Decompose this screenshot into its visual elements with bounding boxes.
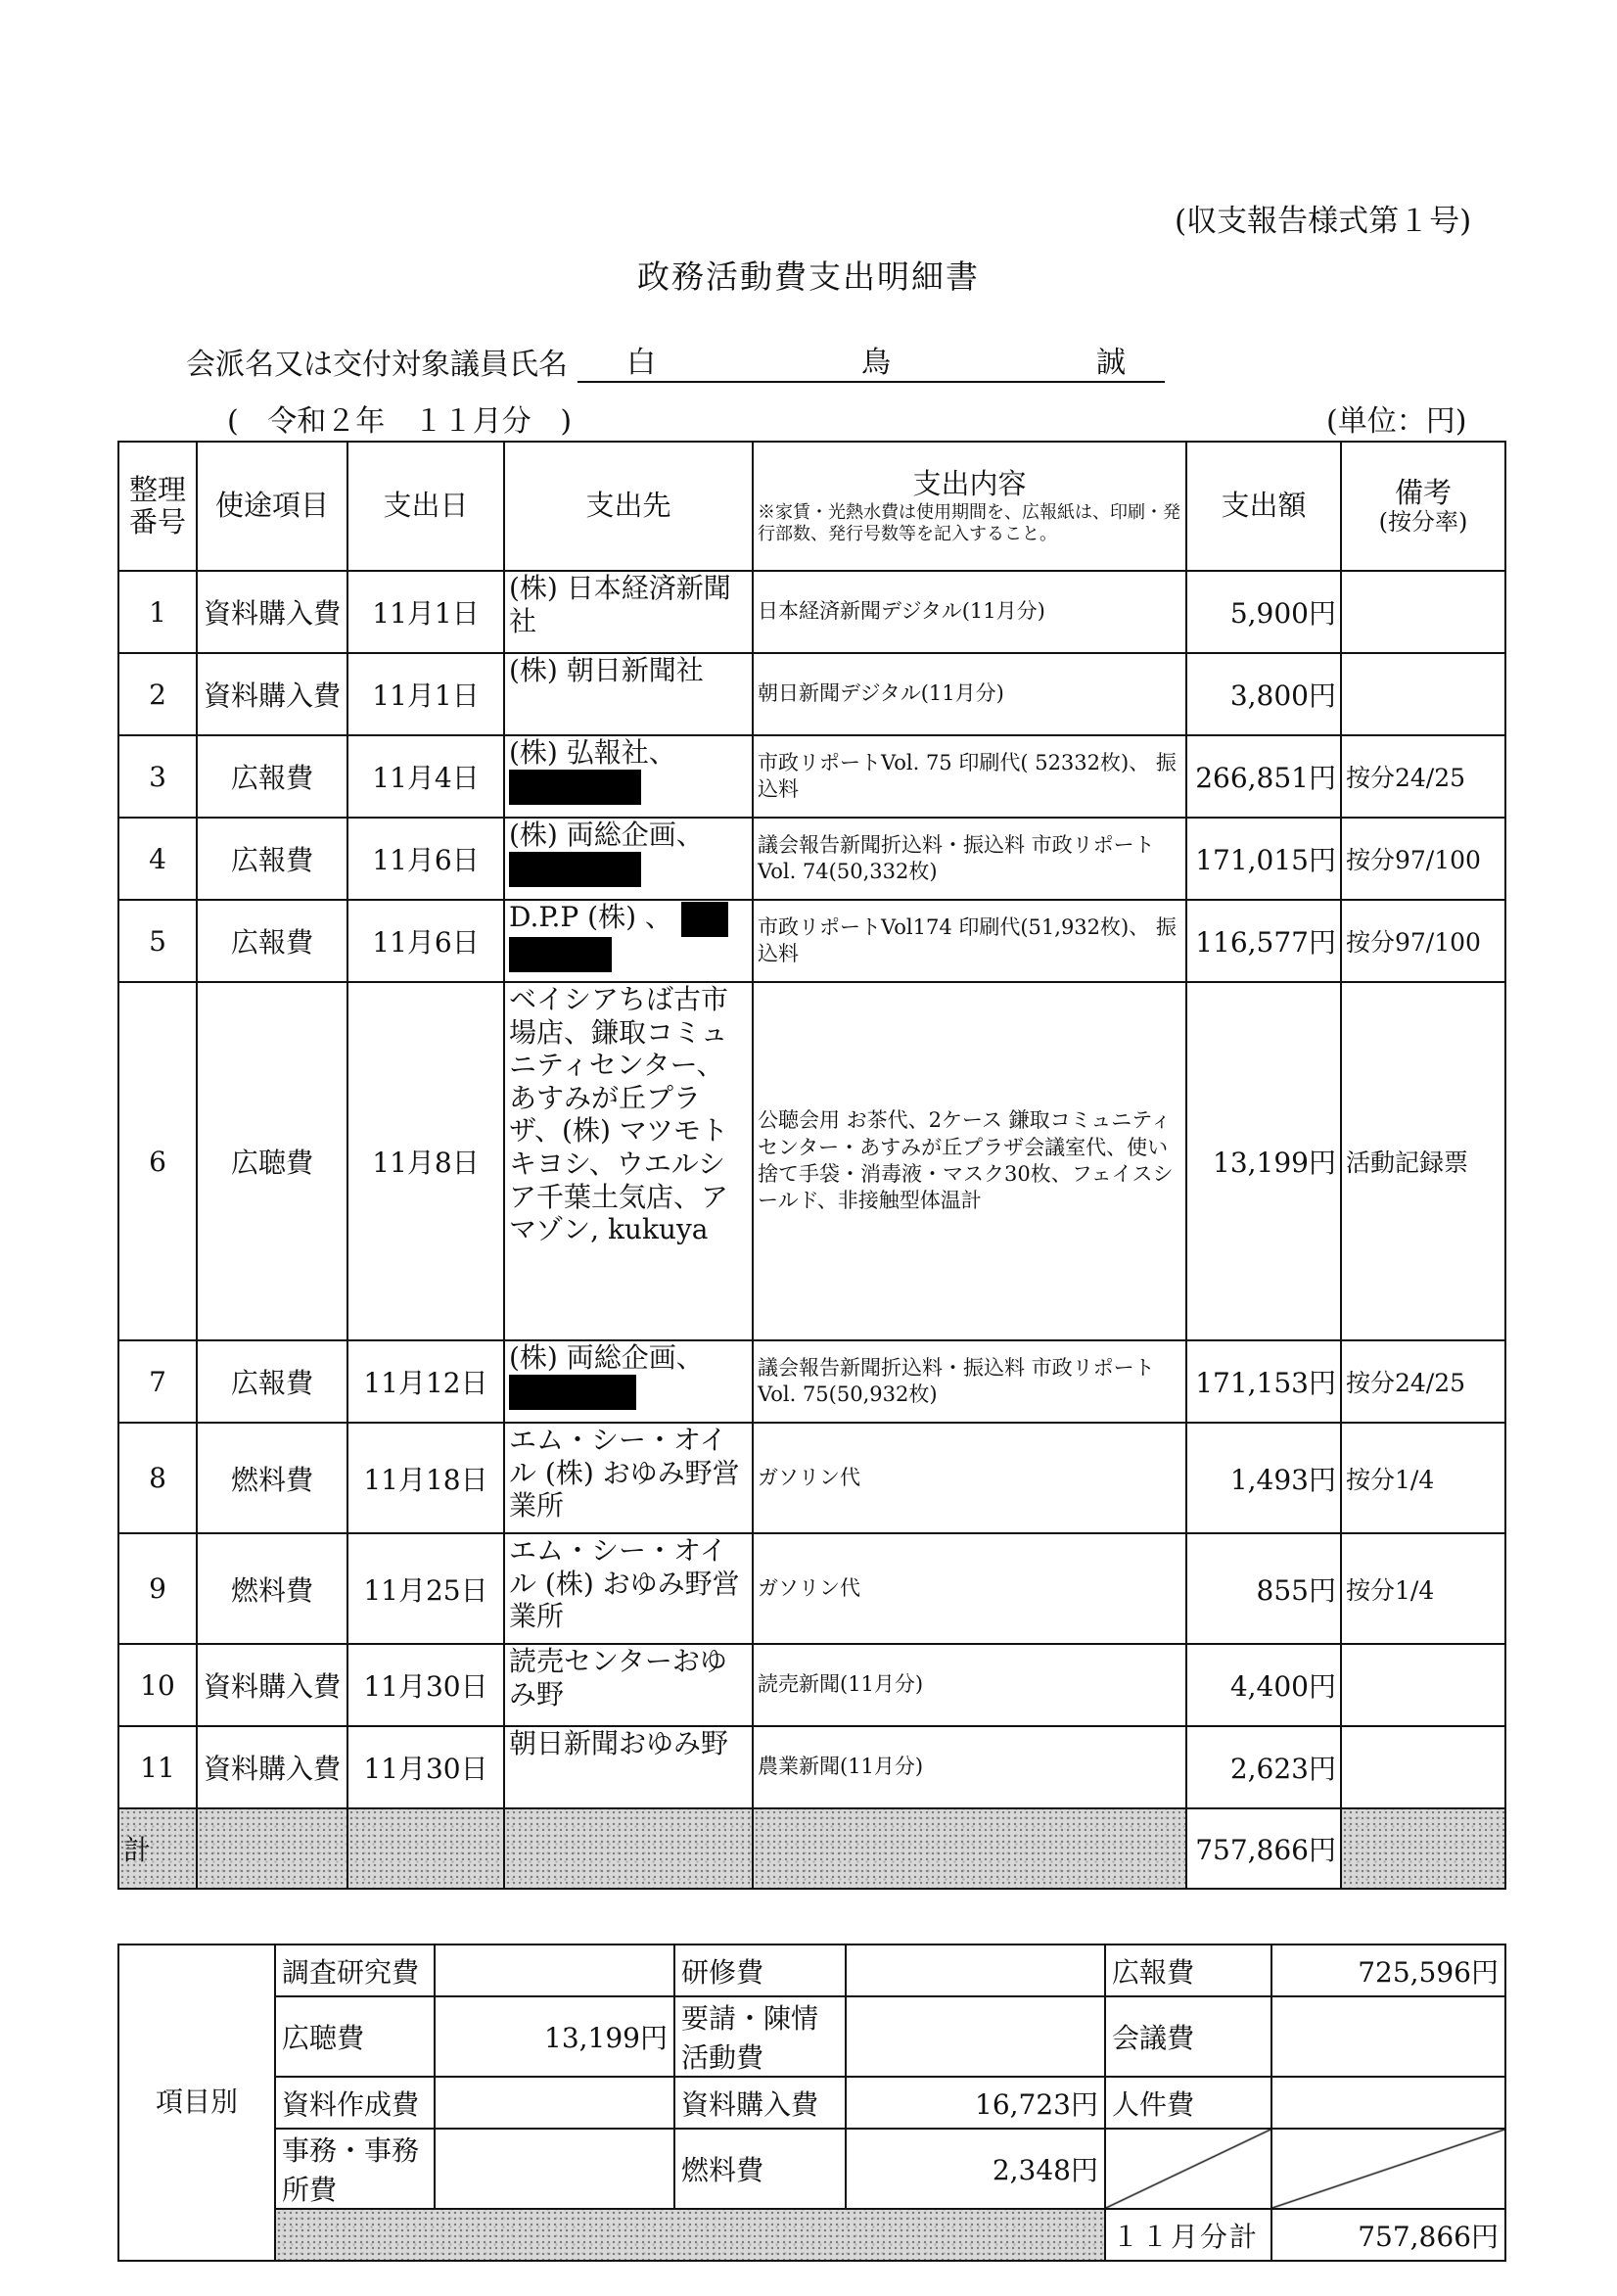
header-content-title: 支出内容 — [912, 466, 1027, 500]
row-payee-cell — [504, 1340, 753, 1423]
summary-personnel-value — [1271, 2077, 1505, 2129]
row-remarks — [1341, 1726, 1505, 1808]
table-row — [118, 735, 1505, 818]
header-no: 整理番号 — [118, 442, 197, 571]
row-date: 11月1日 — [347, 653, 504, 735]
summary-shaded-cell — [275, 2209, 1105, 2261]
row-remarks: 按分97/100 — [1341, 900, 1505, 982]
summary-hearing-label: 広聴費 — [275, 1996, 435, 2077]
row-remarks: 按分1/4 — [1341, 1533, 1505, 1644]
form-number: (収支報告様式第１号) — [1175, 204, 1472, 239]
expense-table — [117, 441, 1506, 1890]
row-category: 資料購入費 — [197, 1726, 347, 1808]
unit-label: (単位：円) — [1326, 404, 1467, 439]
table-header-row — [118, 442, 1505, 571]
row-date: 11月18日 — [347, 1423, 504, 1533]
member-name-row — [186, 338, 1165, 383]
row-remarks — [1341, 1644, 1505, 1726]
row-content: 議会報告新聞折込料・振込料 市政リポートVol. 75(50,932枚) — [753, 1340, 1186, 1423]
row-date: 11月6日 — [347, 900, 504, 982]
row-amount: 5,900円 — [1186, 571, 1341, 653]
summary-personnel-label: 人件費 — [1105, 2077, 1271, 2129]
row-content: ガソリン代 — [753, 1423, 1186, 1533]
member-name-char-1: 白 — [626, 346, 656, 380]
row-amount: 13,199円 — [1186, 982, 1341, 1340]
category-summary-table — [117, 1944, 1506, 2262]
row-amount: 171,015円 — [1186, 818, 1341, 900]
row-payee: (株) 両総企画、 — [509, 819, 704, 851]
row-payee-cell — [504, 900, 753, 982]
row-amount: 2,623円 — [1186, 1726, 1341, 1808]
row-amount: 1,493円 — [1186, 1423, 1341, 1533]
table-row — [118, 1726, 1505, 1808]
row-payee: 読売センターおゆみ野 — [504, 1644, 753, 1726]
header-date: 支出日 — [347, 442, 504, 571]
row-category: 資料購入費 — [197, 653, 347, 735]
row-category: 燃料費 — [197, 1533, 347, 1644]
row-content: 公聴会用 お茶代、2ケース 鎌取コミュニティセンター・あすみが丘プラザ会議室代、使い捨て手袋・消毒液・マスク30枚、フェイスシールド、非接触型体温計 — [753, 982, 1186, 1340]
redaction-block — [509, 1375, 636, 1410]
total-label: 計 — [118, 1808, 197, 1889]
row-category: 資料購入費 — [197, 571, 347, 653]
summary-petition-label: 要請・陳情活動費 — [674, 1996, 846, 2077]
summary-hearing-value: 13,199円 — [435, 1996, 674, 2077]
summary-petition-value — [846, 1996, 1105, 2077]
row-category: 広聴費 — [197, 982, 347, 1340]
redaction-block — [509, 937, 612, 972]
total-shaded-cell — [753, 1808, 1186, 1889]
member-name-label: 会派名又は交付対象議員氏名 — [186, 348, 568, 382]
header-content — [753, 442, 1186, 571]
row-amount: 3,800円 — [1186, 653, 1341, 735]
summary-empty-slash-cell — [1105, 2129, 1271, 2209]
row-payee: (株) 弘報社、 — [509, 736, 676, 769]
row-remarks — [1341, 653, 1505, 735]
row-category: 広報費 — [197, 818, 347, 900]
table-row — [118, 571, 1505, 653]
row-payee: エム・シー・オイル (株) おゆみ野営業所 — [504, 1423, 753, 1533]
summary-materials-making-label: 資料作成費 — [275, 2077, 435, 2129]
table-row — [118, 653, 1505, 735]
table-row — [118, 900, 1505, 982]
row-payee: (株) 朝日新聞社 — [504, 653, 753, 735]
row-content: 議会報告新聞折込料・振込料 市政リポートVol. 74(50,332枚) — [753, 818, 1186, 900]
row-no: 8 — [118, 1423, 197, 1533]
header-remarks — [1341, 442, 1505, 571]
redaction-block — [681, 902, 728, 937]
row-content: 日本経済新聞デジタル(11月分) — [753, 571, 1186, 653]
row-category: 広報費 — [197, 735, 347, 818]
row-no: 6 — [118, 982, 197, 1340]
summary-pr-label: 広報費 — [1105, 1945, 1271, 1996]
row-content: 読売新聞(11月分) — [753, 1644, 1186, 1726]
row-date: 11月30日 — [347, 1644, 504, 1726]
row-remarks: 活動記録票 — [1341, 982, 1505, 1340]
row-content: 農業新聞(11月分) — [753, 1726, 1186, 1808]
period — [227, 397, 572, 440]
total-shaded-cell — [1341, 1808, 1505, 1889]
table-row — [118, 1340, 1505, 1423]
row-payee-cell — [504, 735, 753, 818]
total-shaded-cell — [504, 1808, 753, 1889]
summary-month-total-value: 757,866円 — [1271, 2209, 1505, 2261]
row-payee: 朝日新聞おゆみ野 — [504, 1726, 753, 1808]
row-no: 5 — [118, 900, 197, 982]
row-no: 9 — [118, 1533, 197, 1644]
period-text: 令和２年 １１月分 — [267, 404, 531, 439]
row-remarks: 按分24/25 — [1341, 735, 1505, 818]
row-category: 燃料費 — [197, 1423, 347, 1533]
row-payee: エム・シー・オイル (株) おゆみ野営業所 — [504, 1533, 753, 1644]
row-no: 1 — [118, 571, 197, 653]
member-name-char-3: 誠 — [1096, 346, 1126, 380]
summary-training-value — [846, 1945, 1105, 1996]
summary-fuel-label: 燃料費 — [674, 2129, 846, 2209]
row-remarks: 按分24/25 — [1341, 1340, 1505, 1423]
row-category: 資料購入費 — [197, 1644, 347, 1726]
table-row — [118, 982, 1505, 1340]
row-content: 朝日新聞デジタル(11月分) — [753, 653, 1186, 735]
row-date: 11月25日 — [347, 1533, 504, 1644]
row-content: 市政リポートVol. 75 印刷代( 52332枚)、 振込料 — [753, 735, 1186, 818]
summary-meeting-label: 会議費 — [1105, 1996, 1271, 2077]
header-category: 使途項目 — [197, 442, 347, 571]
summary-materials-making-value — [435, 2077, 674, 2129]
header-remarks-sub: (按分率) — [1378, 507, 1468, 536]
header-content-note: ※家賃・光熱水費は使用期間を、広報紙は、印刷・発行部数、発行号数等を記入すること。 — [758, 502, 1180, 544]
row-payee: (株) 日本経済新聞社 — [504, 571, 753, 653]
row-payee: D.P.P (株) 、 — [509, 901, 672, 933]
row-no: 2 — [118, 653, 197, 735]
period-close: ) — [560, 404, 573, 439]
row-no: 11 — [118, 1726, 197, 1808]
summary-meeting-value — [1271, 1996, 1505, 2077]
row-category: 広報費 — [197, 1340, 347, 1423]
total-shaded-cell — [197, 1808, 347, 1889]
redaction-block — [509, 770, 641, 805]
row-remarks: 按分1/4 — [1341, 1423, 1505, 1533]
period-open: ( — [227, 404, 239, 439]
row-date: 11月12日 — [347, 1340, 504, 1423]
summary-pr-value: 725,596円 — [1271, 1945, 1505, 1996]
table-row — [118, 1423, 1505, 1533]
summary-research-label: 調査研究費 — [275, 1945, 435, 1996]
row-amount: 116,577円 — [1186, 900, 1341, 982]
table-row — [118, 1644, 1505, 1726]
row-date: 11月4日 — [347, 735, 504, 818]
row-no: 4 — [118, 818, 197, 900]
row-amount: 4,400円 — [1186, 1644, 1341, 1726]
row-amount: 855円 — [1186, 1533, 1341, 1644]
summary-empty-slash-cell — [1271, 2129, 1505, 2209]
row-payee-cell — [504, 818, 753, 900]
table-total-row — [118, 1808, 1505, 1889]
document-title: 政務活動費支出明細書 — [637, 258, 980, 296]
row-date: 11月1日 — [347, 571, 504, 653]
summary-month-total-label: １１月分計 — [1105, 2209, 1271, 2261]
table-row — [118, 1533, 1505, 1644]
row-date: 11月6日 — [347, 818, 504, 900]
row-amount: 171,153円 — [1186, 1340, 1341, 1423]
member-name-field — [578, 338, 1165, 383]
row-category: 広報費 — [197, 900, 347, 982]
row-payee: ベイシアちば古市場店、鎌取コミュニティセンター、あすみが丘プラザ、(株) マツモトキヨシ、ウエルシア千葉土気店、アマゾン, kukuya — [504, 982, 753, 1340]
total-shaded-cell — [347, 1808, 504, 1889]
row-date: 11月30日 — [347, 1726, 504, 1808]
row-content: 市政リポートVol174 印刷代(51,932枚)、 振込料 — [753, 900, 1186, 982]
summary-fuel-value: 2,348円 — [846, 2129, 1105, 2209]
table-row — [118, 818, 1505, 900]
row-payee: (株) 両総企画、 — [509, 1341, 704, 1374]
row-remarks: 按分97/100 — [1341, 818, 1505, 900]
row-content: ガソリン代 — [753, 1533, 1186, 1644]
member-name-char-2: 鳥 — [861, 346, 891, 380]
row-date: 11月8日 — [347, 982, 504, 1340]
row-amount: 266,851円 — [1186, 735, 1341, 818]
summary-office-value — [435, 2129, 674, 2209]
redaction-block — [509, 852, 641, 887]
row-remarks — [1341, 571, 1505, 653]
summary-side-label: 項目別 — [118, 1945, 275, 2261]
header-remarks-title: 備考 — [1394, 475, 1452, 509]
total-amount: 757,866円 — [1186, 1808, 1341, 1889]
summary-materials-purchase-label: 資料購入費 — [674, 2077, 846, 2129]
summary-research-value — [435, 1945, 674, 1996]
summary-materials-purchase-value: 16,723円 — [846, 2077, 1105, 2129]
summary-training-label: 研修費 — [674, 1945, 846, 1996]
summary-office-label: 事務・事務所費 — [275, 2129, 435, 2209]
header-payee: 支出先 — [504, 442, 753, 571]
header-amount: 支出額 — [1186, 442, 1341, 571]
row-no: 10 — [118, 1644, 197, 1726]
row-no: 3 — [118, 735, 197, 818]
row-no: 7 — [118, 1340, 197, 1423]
